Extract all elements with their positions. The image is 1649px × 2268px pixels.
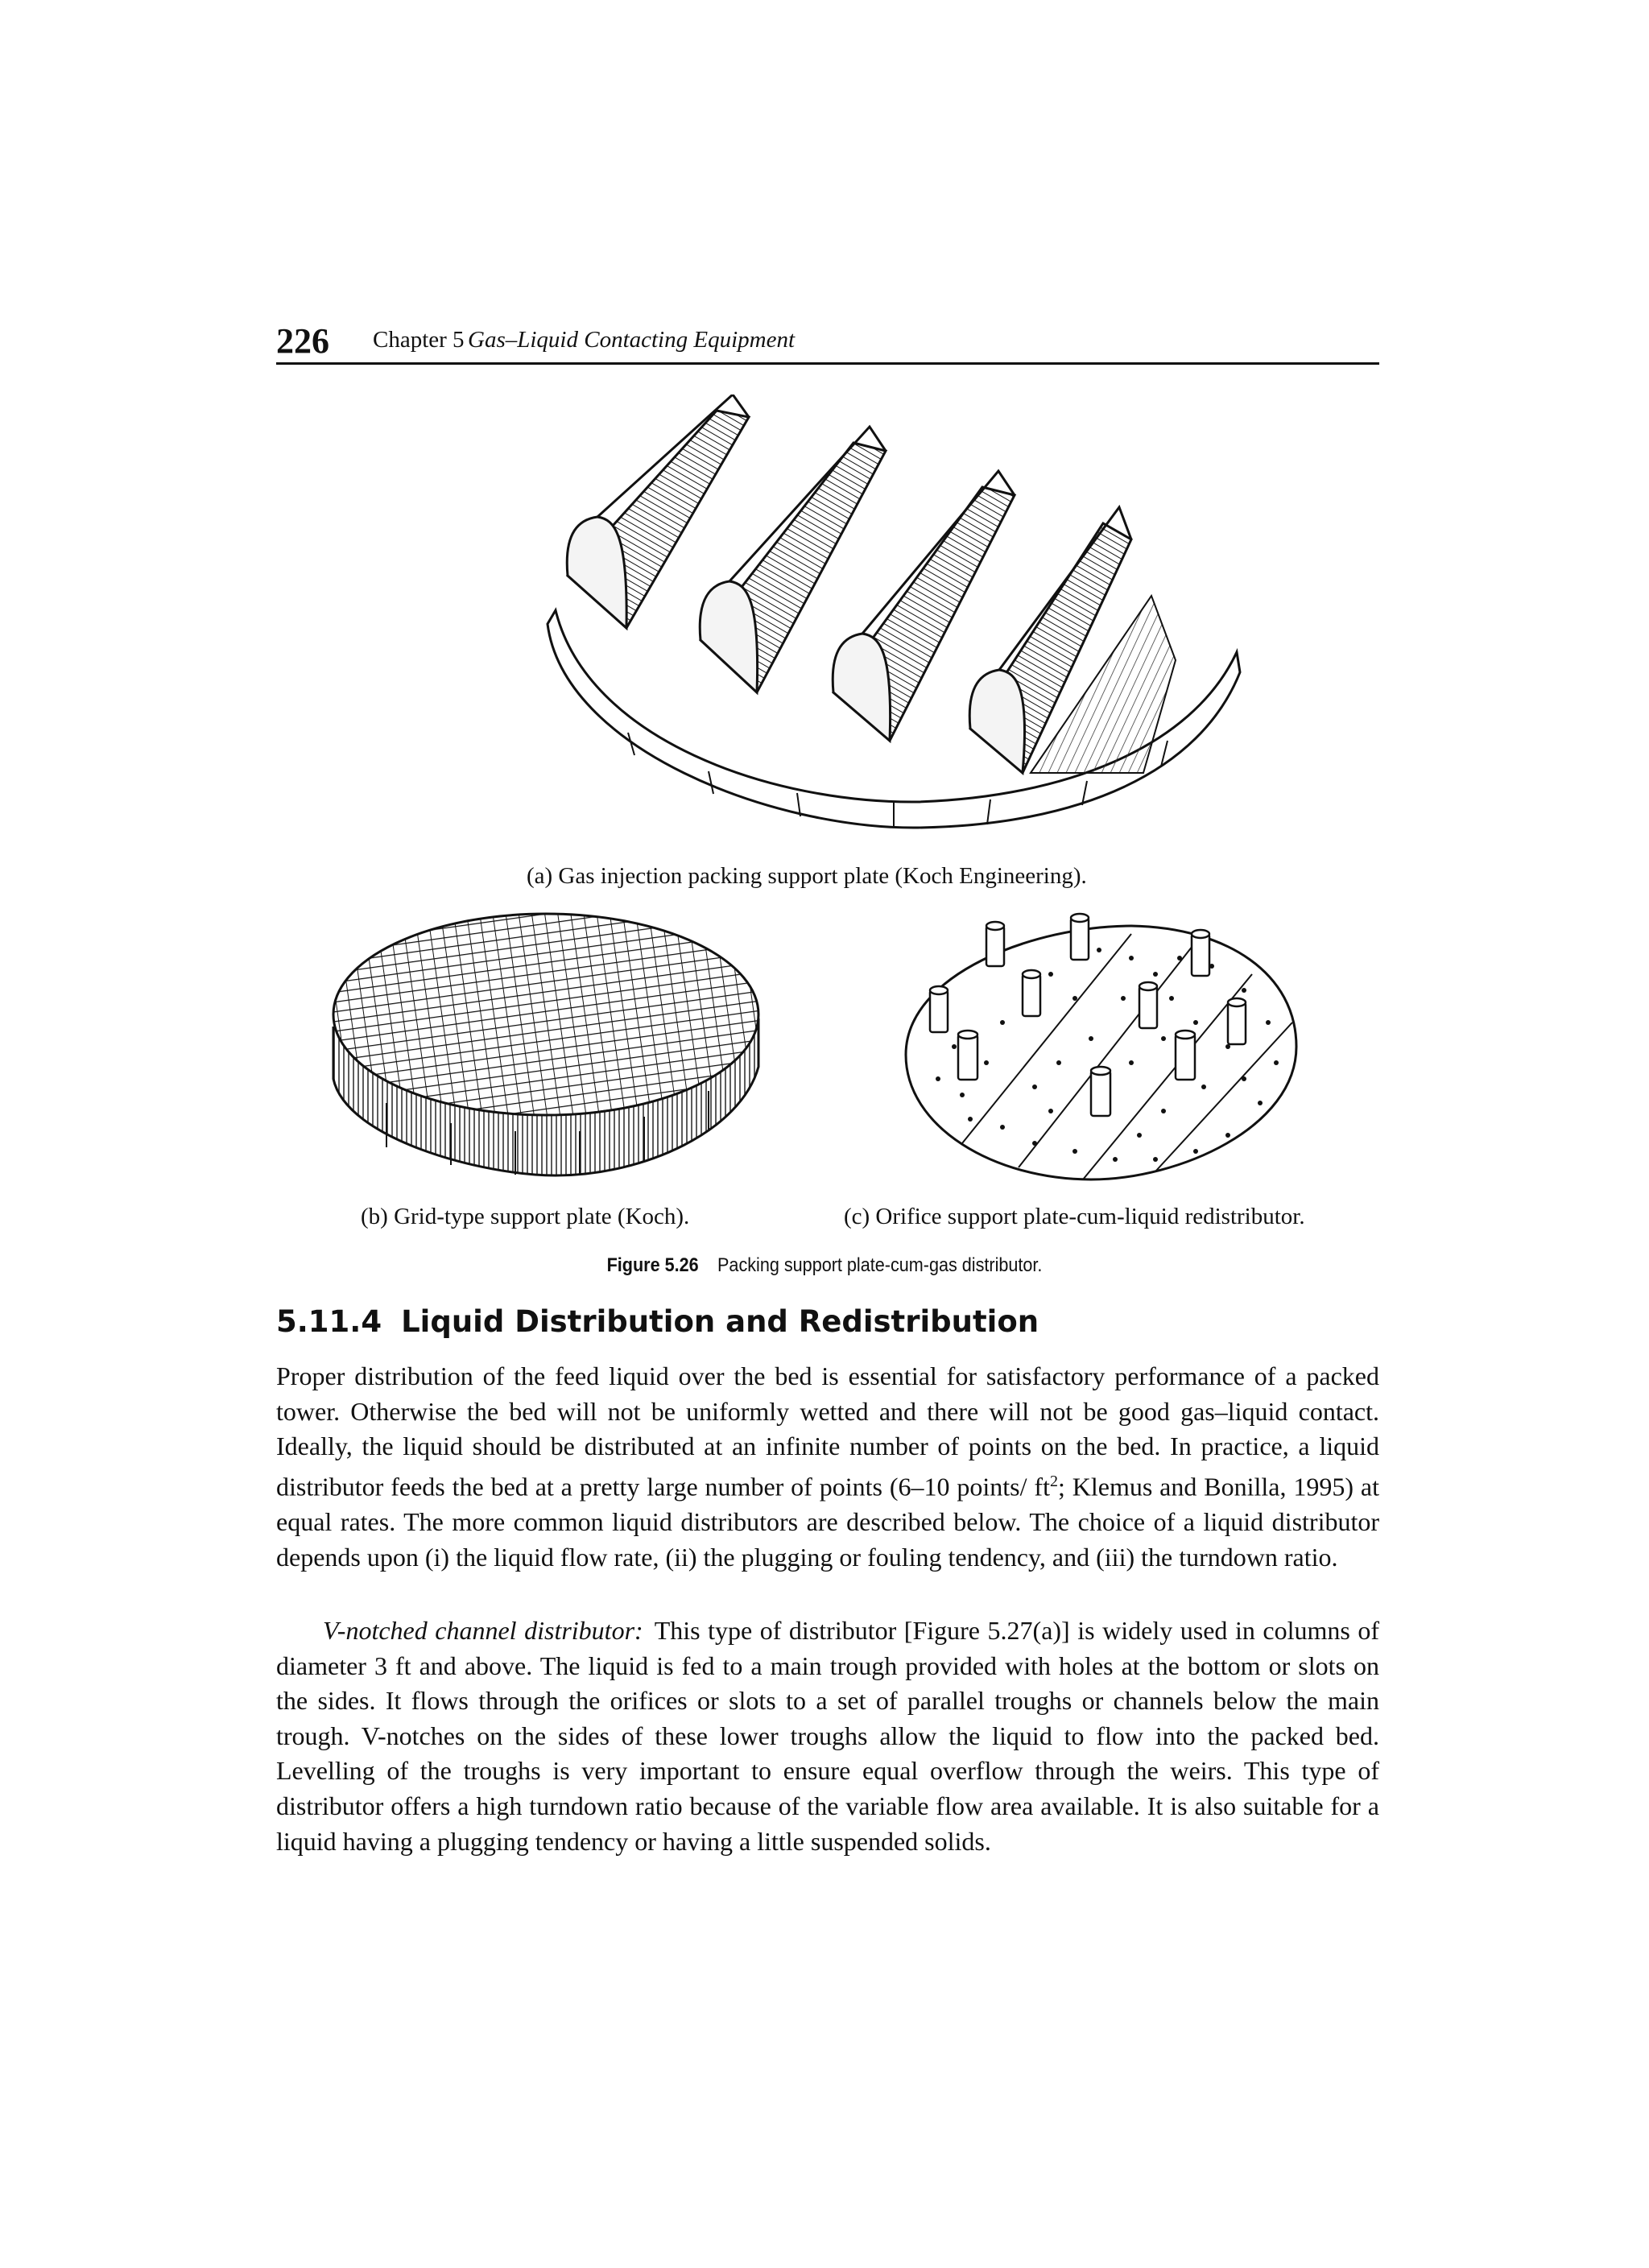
figure-b-grid-support-plate [322,906,773,1188]
figure-number: Figure 5.26 [606,1254,699,1276]
figure-caption [82,1254,1566,1277]
chapter-label: Chapter 5 [373,327,465,353]
section-heading [276,1304,1039,1339]
page-number: 226 [276,321,329,361]
figure-a-caption: (a) Gas injection packing support plate (Koch Engineering). [527,863,1087,889]
paragraph-1-text-a: Proper distribution of the feed liquid over the bed is essential for satisfactory performance of a packed tower. Otherwise the bed will not be uniformly wetted and there will not be good gas–liquid contact. Ideally, the liquid should be distributed at an infinite number of points on the bed. In practice, a liquid distributor feeds the bed at a pretty large number of points (6–10 points/ ft [276,1361,1379,1502]
superscript-2: 2 [1049,1472,1058,1490]
section-number: 5.11.4 [276,1304,382,1339]
paragraph-2-text: This type of distributor [Figure 5.27(a)] is widely used in columns of diameter 3 ft and above. The liquid is fed to a main trough provided with holes at the bottom or slots on the sides. It flows through the orifices or slots to a set of parallel troughs or channels below the main trough. V-notches on the sides of these lower troughs allow the liquid to flow into the packed bed. Levelling of the troughs is very important to ensure equal overflow through the weirs. This type of distributor offers a high turndown ratio because of the variable flow area available. It is also suitable for a liquid having a plugging tendency or having a little suspended solids. [276,1616,1380,1856]
chapter-title: Gas–Liquid Contacting Equipment [468,327,795,353]
paragraph-1-text-b: ; Klemus and Bonilla, 1995) at equal rates. The more common liquid distributors are described below. The choice of a liquid distributor depends upon (i) the liquid flow rate, (ii) the plugging or fouling tendency, and (iii) the turndown ratio. [276,1472,1380,1572]
figure-c-caption: (c) Orifice support plate-cum-liquid redistributor. [844,1204,1305,1229]
paragraph-liquid-distribution [276,1359,1379,1575]
running-head [276,320,1379,365]
figure-c-orifice-support-plate [890,902,1308,1192]
paragraph-v-notched-distributor [276,1613,1379,1859]
section-title: Liquid Distribution and Redistribution [401,1304,1039,1339]
run-in-heading: V-notched channel distributor: [323,1616,643,1645]
figure-b-caption: (b) Grid-type support plate (Koch). [361,1204,690,1229]
figure-a-gas-injection-plate [531,395,1256,853]
figure-title: Packing support plate-cum-gas distributor. [717,1254,1043,1276]
